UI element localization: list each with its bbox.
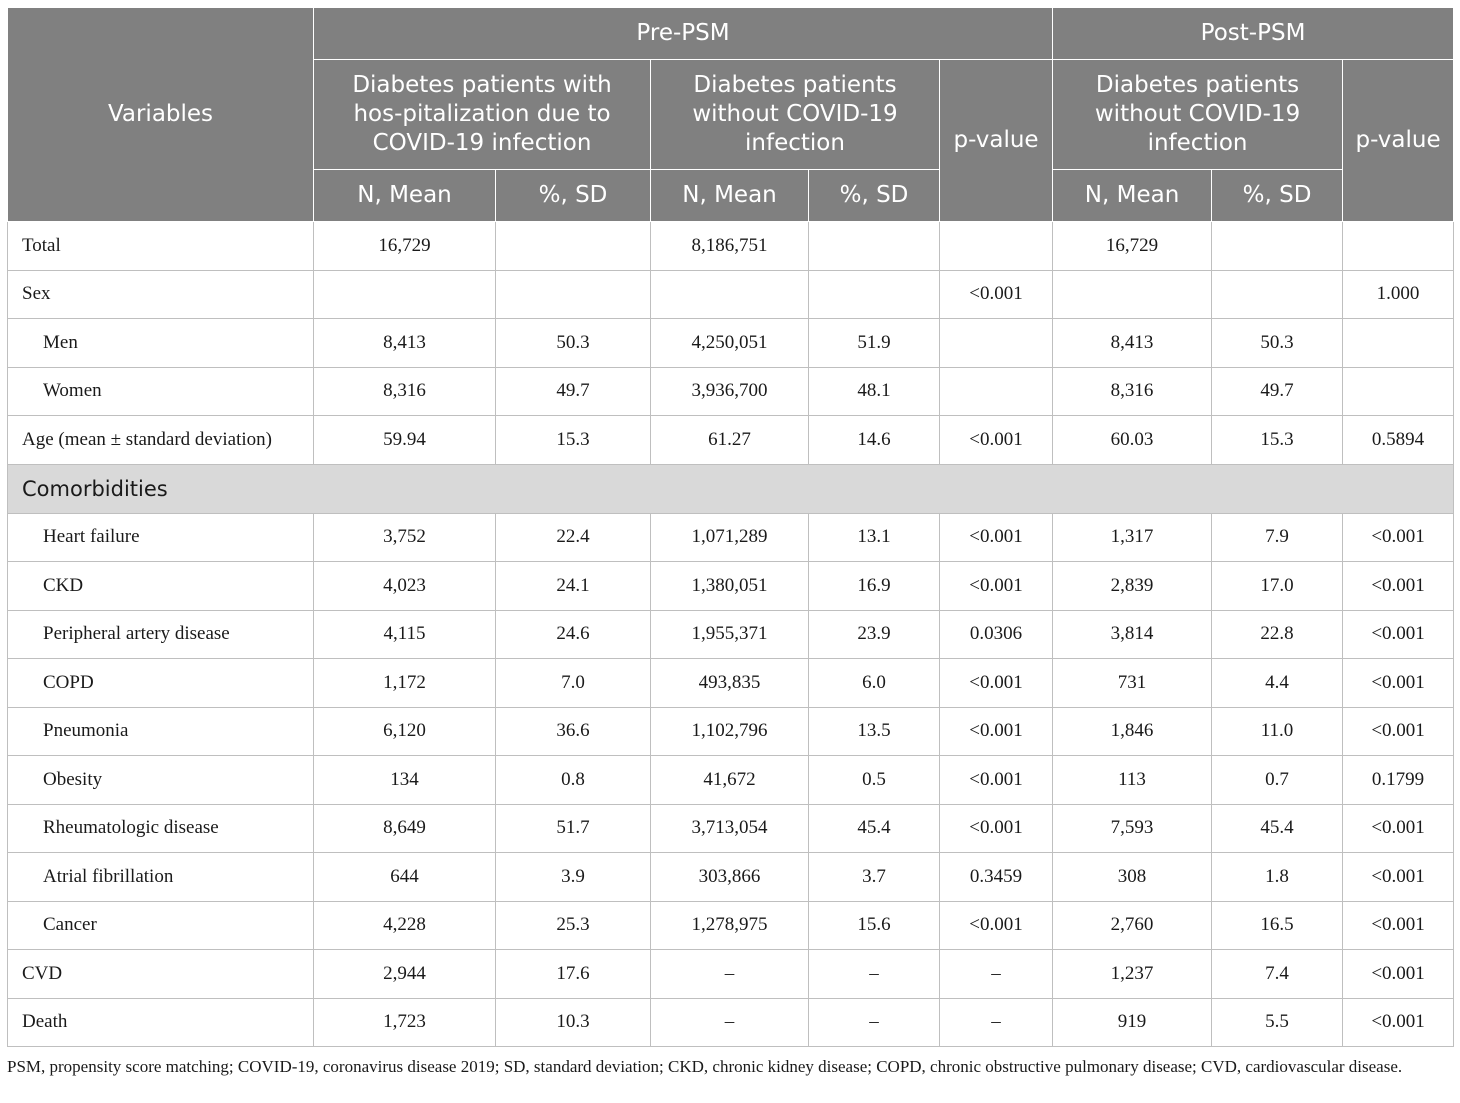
cell-p2: <0.001 bbox=[1343, 513, 1454, 562]
cell-c3: 1,071,289 bbox=[651, 513, 809, 562]
cell-p2: <0.001 bbox=[1343, 853, 1454, 902]
header-pct-sd-2: %, SD bbox=[809, 170, 940, 222]
row-label: Death bbox=[8, 998, 314, 1047]
data-table bbox=[7, 7, 1454, 1047]
cell-p2 bbox=[1343, 222, 1454, 271]
cell-c6: 1.8 bbox=[1212, 853, 1343, 902]
cell-c5: 731 bbox=[1053, 659, 1212, 708]
table-row bbox=[8, 998, 1454, 1047]
cell-p1: <0.001 bbox=[940, 901, 1053, 950]
cell-c5: 308 bbox=[1053, 853, 1212, 902]
cell-c1: 134 bbox=[314, 756, 496, 805]
cell-c5: 16,729 bbox=[1053, 222, 1212, 271]
header-pvalue-post: p-value bbox=[1343, 60, 1454, 222]
cell-c5 bbox=[1053, 270, 1212, 319]
cell-p1: <0.001 bbox=[940, 804, 1053, 853]
cell-c6: 11.0 bbox=[1212, 707, 1343, 756]
cell-c5: 7,593 bbox=[1053, 804, 1212, 853]
header-group-nocovid-post: Diabetes patients without COVID-19 infection bbox=[1053, 60, 1343, 170]
cell-c1: 16,729 bbox=[314, 222, 496, 271]
cell-c5: 2,760 bbox=[1053, 901, 1212, 950]
header-pvalue-pre: p-value bbox=[940, 60, 1053, 222]
cell-c6: 7.9 bbox=[1212, 513, 1343, 562]
cell-c6: 5.5 bbox=[1212, 998, 1343, 1047]
cell-c3: 1,278,975 bbox=[651, 901, 809, 950]
cell-c2: 25.3 bbox=[496, 901, 651, 950]
row-label: COPD bbox=[8, 659, 314, 708]
cell-c6 bbox=[1212, 222, 1343, 271]
cell-c6: 7.4 bbox=[1212, 950, 1343, 999]
cell-p1 bbox=[940, 319, 1053, 368]
cell-c1: 6,120 bbox=[314, 707, 496, 756]
cell-c1: 59.94 bbox=[314, 416, 496, 465]
cell-c1: 4,115 bbox=[314, 610, 496, 659]
cell-c4: – bbox=[809, 950, 940, 999]
table-row bbox=[8, 270, 1454, 319]
cell-p1: – bbox=[940, 950, 1053, 999]
row-label: Pneumonia bbox=[8, 707, 314, 756]
cell-c4: 3.7 bbox=[809, 853, 940, 902]
cell-c4: 45.4 bbox=[809, 804, 940, 853]
cell-p1: <0.001 bbox=[940, 707, 1053, 756]
cell-p1: <0.001 bbox=[940, 513, 1053, 562]
cell-c3: 61.27 bbox=[651, 416, 809, 465]
cell-c1: 1,172 bbox=[314, 659, 496, 708]
table-row bbox=[8, 950, 1454, 999]
cell-c4: 14.6 bbox=[809, 416, 940, 465]
cell-p2: <0.001 bbox=[1343, 998, 1454, 1047]
cell-c5: 1,237 bbox=[1053, 950, 1212, 999]
cell-p1 bbox=[940, 367, 1053, 416]
cell-c3: – bbox=[651, 950, 809, 999]
cell-c3 bbox=[651, 270, 809, 319]
cell-c4 bbox=[809, 270, 940, 319]
table-row bbox=[8, 319, 1454, 368]
cell-p1: 0.3459 bbox=[940, 853, 1053, 902]
header-pre-psm: Pre-PSM bbox=[314, 8, 1053, 60]
header-pct-sd-1: %, SD bbox=[496, 170, 651, 222]
cell-c6: 16.5 bbox=[1212, 901, 1343, 950]
cell-c5: 2,839 bbox=[1053, 562, 1212, 611]
cell-c3: 493,835 bbox=[651, 659, 809, 708]
row-label: Total bbox=[8, 222, 314, 271]
cell-c2 bbox=[496, 222, 651, 271]
cell-c1: 3,752 bbox=[314, 513, 496, 562]
row-label: Obesity bbox=[8, 756, 314, 805]
cell-c6: 49.7 bbox=[1212, 367, 1343, 416]
cell-p2 bbox=[1343, 367, 1454, 416]
cell-p1: 0.0306 bbox=[940, 610, 1053, 659]
row-label: Age (mean ± standard deviation) bbox=[8, 416, 314, 465]
cell-p2: <0.001 bbox=[1343, 610, 1454, 659]
cell-c3: 4,250,051 bbox=[651, 319, 809, 368]
cell-c4: 15.6 bbox=[809, 901, 940, 950]
header-group-covid: Diabetes patients with hos-pitalization due to COVID-19 infection bbox=[314, 60, 651, 170]
table-row bbox=[8, 222, 1454, 271]
cell-c2: 24.1 bbox=[496, 562, 651, 611]
table-row bbox=[8, 853, 1454, 902]
cell-c5: 1,317 bbox=[1053, 513, 1212, 562]
cell-p1: <0.001 bbox=[940, 756, 1053, 805]
cell-c5: 8,316 bbox=[1053, 367, 1212, 416]
row-label: Sex bbox=[8, 270, 314, 319]
cell-c4: 6.0 bbox=[809, 659, 940, 708]
cell-c4 bbox=[809, 222, 940, 271]
cell-c6: 0.7 bbox=[1212, 756, 1343, 805]
cell-c2: 15.3 bbox=[496, 416, 651, 465]
row-label: Men bbox=[8, 319, 314, 368]
cell-p1: <0.001 bbox=[940, 270, 1053, 319]
cell-c3: 1,380,051 bbox=[651, 562, 809, 611]
cell-p2: <0.001 bbox=[1343, 804, 1454, 853]
cell-c2: 22.4 bbox=[496, 513, 651, 562]
cell-c2: 7.0 bbox=[496, 659, 651, 708]
cell-c6: 4.4 bbox=[1212, 659, 1343, 708]
table-row bbox=[8, 416, 1454, 465]
section-row bbox=[8, 464, 1454, 513]
cell-c6 bbox=[1212, 270, 1343, 319]
row-label: Rheumatologic disease bbox=[8, 804, 314, 853]
cell-p2: <0.001 bbox=[1343, 901, 1454, 950]
cell-c2 bbox=[496, 270, 651, 319]
row-label: Peripheral artery disease bbox=[8, 610, 314, 659]
cell-p1 bbox=[940, 222, 1053, 271]
row-label: Cancer bbox=[8, 901, 314, 950]
cell-c2: 51.7 bbox=[496, 804, 651, 853]
cell-c4: 16.9 bbox=[809, 562, 940, 611]
cell-c1: 2,944 bbox=[314, 950, 496, 999]
cell-c4: 48.1 bbox=[809, 367, 940, 416]
row-label: Heart failure bbox=[8, 513, 314, 562]
cell-c5: 60.03 bbox=[1053, 416, 1212, 465]
cell-p1: – bbox=[940, 998, 1053, 1047]
row-label: CVD bbox=[8, 950, 314, 999]
table-row bbox=[8, 707, 1454, 756]
table-row bbox=[8, 367, 1454, 416]
row-label: Women bbox=[8, 367, 314, 416]
cell-c3: 3,936,700 bbox=[651, 367, 809, 416]
header-group-nocovid-pre: Diabetes patients without COVID-19 infection bbox=[651, 60, 940, 170]
cell-c1: 4,228 bbox=[314, 901, 496, 950]
table-wrapper bbox=[7, 7, 1453, 1078]
cell-c4: 23.9 bbox=[809, 610, 940, 659]
cell-p1: <0.001 bbox=[940, 562, 1053, 611]
cell-p2 bbox=[1343, 319, 1454, 368]
cell-c3: 8,186,751 bbox=[651, 222, 809, 271]
table-row bbox=[8, 756, 1454, 805]
header-variables: Variables bbox=[8, 8, 314, 222]
cell-c5: 919 bbox=[1053, 998, 1212, 1047]
cell-c4: 51.9 bbox=[809, 319, 940, 368]
cell-c4: 13.5 bbox=[809, 707, 940, 756]
cell-c2: 17.6 bbox=[496, 950, 651, 999]
header-n-mean-3: N, Mean bbox=[1053, 170, 1212, 222]
cell-p2: <0.001 bbox=[1343, 562, 1454, 611]
cell-c5: 3,814 bbox=[1053, 610, 1212, 659]
cell-p2: 0.1799 bbox=[1343, 756, 1454, 805]
table-row bbox=[8, 562, 1454, 611]
row-label: Atrial fibrillation bbox=[8, 853, 314, 902]
cell-p1: <0.001 bbox=[940, 659, 1053, 708]
cell-c1: 1,723 bbox=[314, 998, 496, 1047]
cell-c1: 644 bbox=[314, 853, 496, 902]
cell-p2: <0.001 bbox=[1343, 707, 1454, 756]
header-n-mean-2: N, Mean bbox=[651, 170, 809, 222]
cell-c1: 4,023 bbox=[314, 562, 496, 611]
cell-c1: 8,316 bbox=[314, 367, 496, 416]
cell-c2: 49.7 bbox=[496, 367, 651, 416]
cell-c2: 10.3 bbox=[496, 998, 651, 1047]
cell-c2: 3.9 bbox=[496, 853, 651, 902]
header-post-psm: Post-PSM bbox=[1053, 8, 1454, 60]
cell-c3: – bbox=[651, 998, 809, 1047]
cell-c4: 0.5 bbox=[809, 756, 940, 805]
header-n-mean-1: N, Mean bbox=[314, 170, 496, 222]
cell-c3: 1,102,796 bbox=[651, 707, 809, 756]
cell-c3: 41,672 bbox=[651, 756, 809, 805]
row-label: CKD bbox=[8, 562, 314, 611]
cell-c3: 303,866 bbox=[651, 853, 809, 902]
cell-p2: <0.001 bbox=[1343, 950, 1454, 999]
cell-c4: 13.1 bbox=[809, 513, 940, 562]
cell-c6: 50.3 bbox=[1212, 319, 1343, 368]
cell-p2: <0.001 bbox=[1343, 659, 1454, 708]
cell-c2: 50.3 bbox=[496, 319, 651, 368]
cell-p1: <0.001 bbox=[940, 416, 1053, 465]
table-header bbox=[8, 8, 1454, 222]
table-row bbox=[8, 513, 1454, 562]
cell-c5: 8,413 bbox=[1053, 319, 1212, 368]
cell-c6: 15.3 bbox=[1212, 416, 1343, 465]
table-row bbox=[8, 610, 1454, 659]
table-row bbox=[8, 659, 1454, 708]
header-pct-sd-3: %, SD bbox=[1212, 170, 1343, 222]
cell-c2: 24.6 bbox=[496, 610, 651, 659]
cell-c3: 1,955,371 bbox=[651, 610, 809, 659]
cell-c6: 17.0 bbox=[1212, 562, 1343, 611]
cell-c5: 1,846 bbox=[1053, 707, 1212, 756]
cell-c6: 45.4 bbox=[1212, 804, 1343, 853]
cell-c1 bbox=[314, 270, 496, 319]
cell-c1: 8,649 bbox=[314, 804, 496, 853]
cell-c1: 8,413 bbox=[314, 319, 496, 368]
table-row bbox=[8, 804, 1454, 853]
section-label: Comorbidities bbox=[8, 464, 1454, 513]
cell-c5: 113 bbox=[1053, 756, 1212, 805]
cell-c6: 22.8 bbox=[1212, 610, 1343, 659]
cell-c4: – bbox=[809, 998, 940, 1047]
cell-p2: 1.000 bbox=[1343, 270, 1454, 319]
table-footnote: PSM, propensity score matching; COVID-19, coronavirus disease 2019; SD, standard deviation; CKD, chronic kidney disease; COPD, chronic obstructive pulmonary disease; CVD, cardiovascular disease. bbox=[7, 1057, 1403, 1076]
cell-c2: 0.8 bbox=[496, 756, 651, 805]
cell-c3: 3,713,054 bbox=[651, 804, 809, 853]
cell-p2: 0.5894 bbox=[1343, 416, 1454, 465]
cell-c2: 36.6 bbox=[496, 707, 651, 756]
table-body bbox=[8, 222, 1454, 1047]
table-row bbox=[8, 901, 1454, 950]
